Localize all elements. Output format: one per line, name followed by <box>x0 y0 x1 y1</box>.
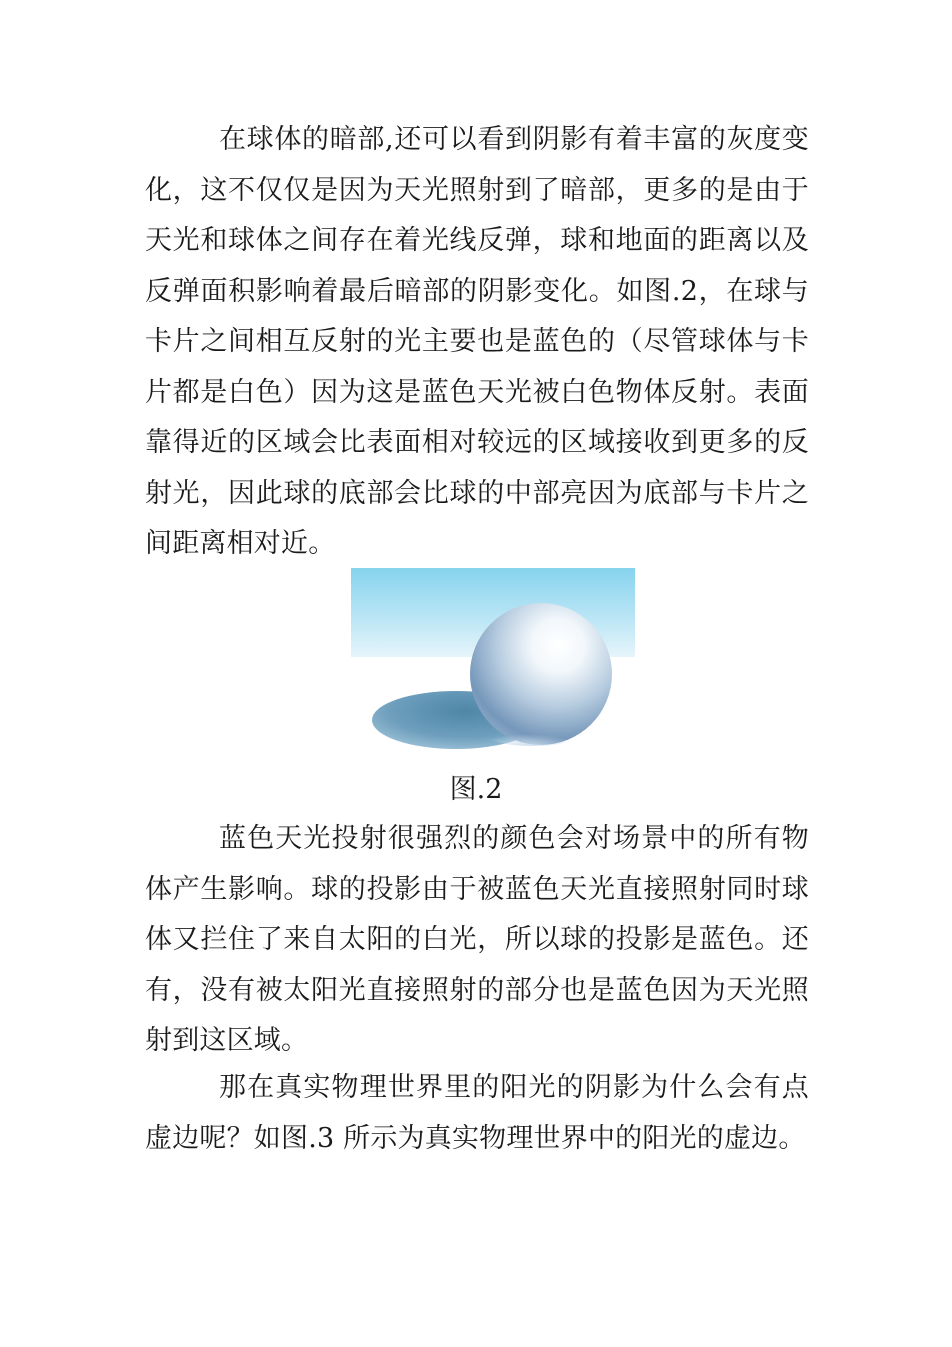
bounce-light <box>485 722 581 746</box>
paragraph-blue-skylight: 蓝色天光投射很强烈的颜色会对场景中的所有物体产生影响。球的投影由于被蓝色天光直接照射同时球体又拦住了来自太阳的白光，所以球的投影是蓝色。还有，没有被太阳光直接照射的部分也是蓝色因为天光照射到这区域。 <box>145 823 809 1056</box>
paragraph-dark-side-shading: 在球体的暗部,还可以看到阴影有着丰富的灰度变化，这不仅仅是因为天光照射到了暗部，更多的是由于天光和球体之间存在着光线反弹，球和地面的距离以及反弹面积影响着最后暗部的阴影变化。如图.2，在球与卡片之间相互反射的光主要也是蓝色的（尽管球体与卡片都是白色）因为这是蓝色天光被白色物体反射。表面靠得近的区域会比表面相对较远的区域接收到更多的反射光，因此球的底部会比球的中部亮因为底部与卡片之间距离相对近。 <box>145 124 809 559</box>
figure-caption: 图.2 <box>449 774 503 805</box>
paragraph-soft-shadow-edge: 那在真实物理世界里的阳光的阴影为什么会有点虚边呢？如图.3 所示为真实物理世界中的阳光的虚边。 <box>145 1072 809 1154</box>
sphere-figure-svg <box>351 568 635 754</box>
sphere-illustration <box>351 568 635 754</box>
